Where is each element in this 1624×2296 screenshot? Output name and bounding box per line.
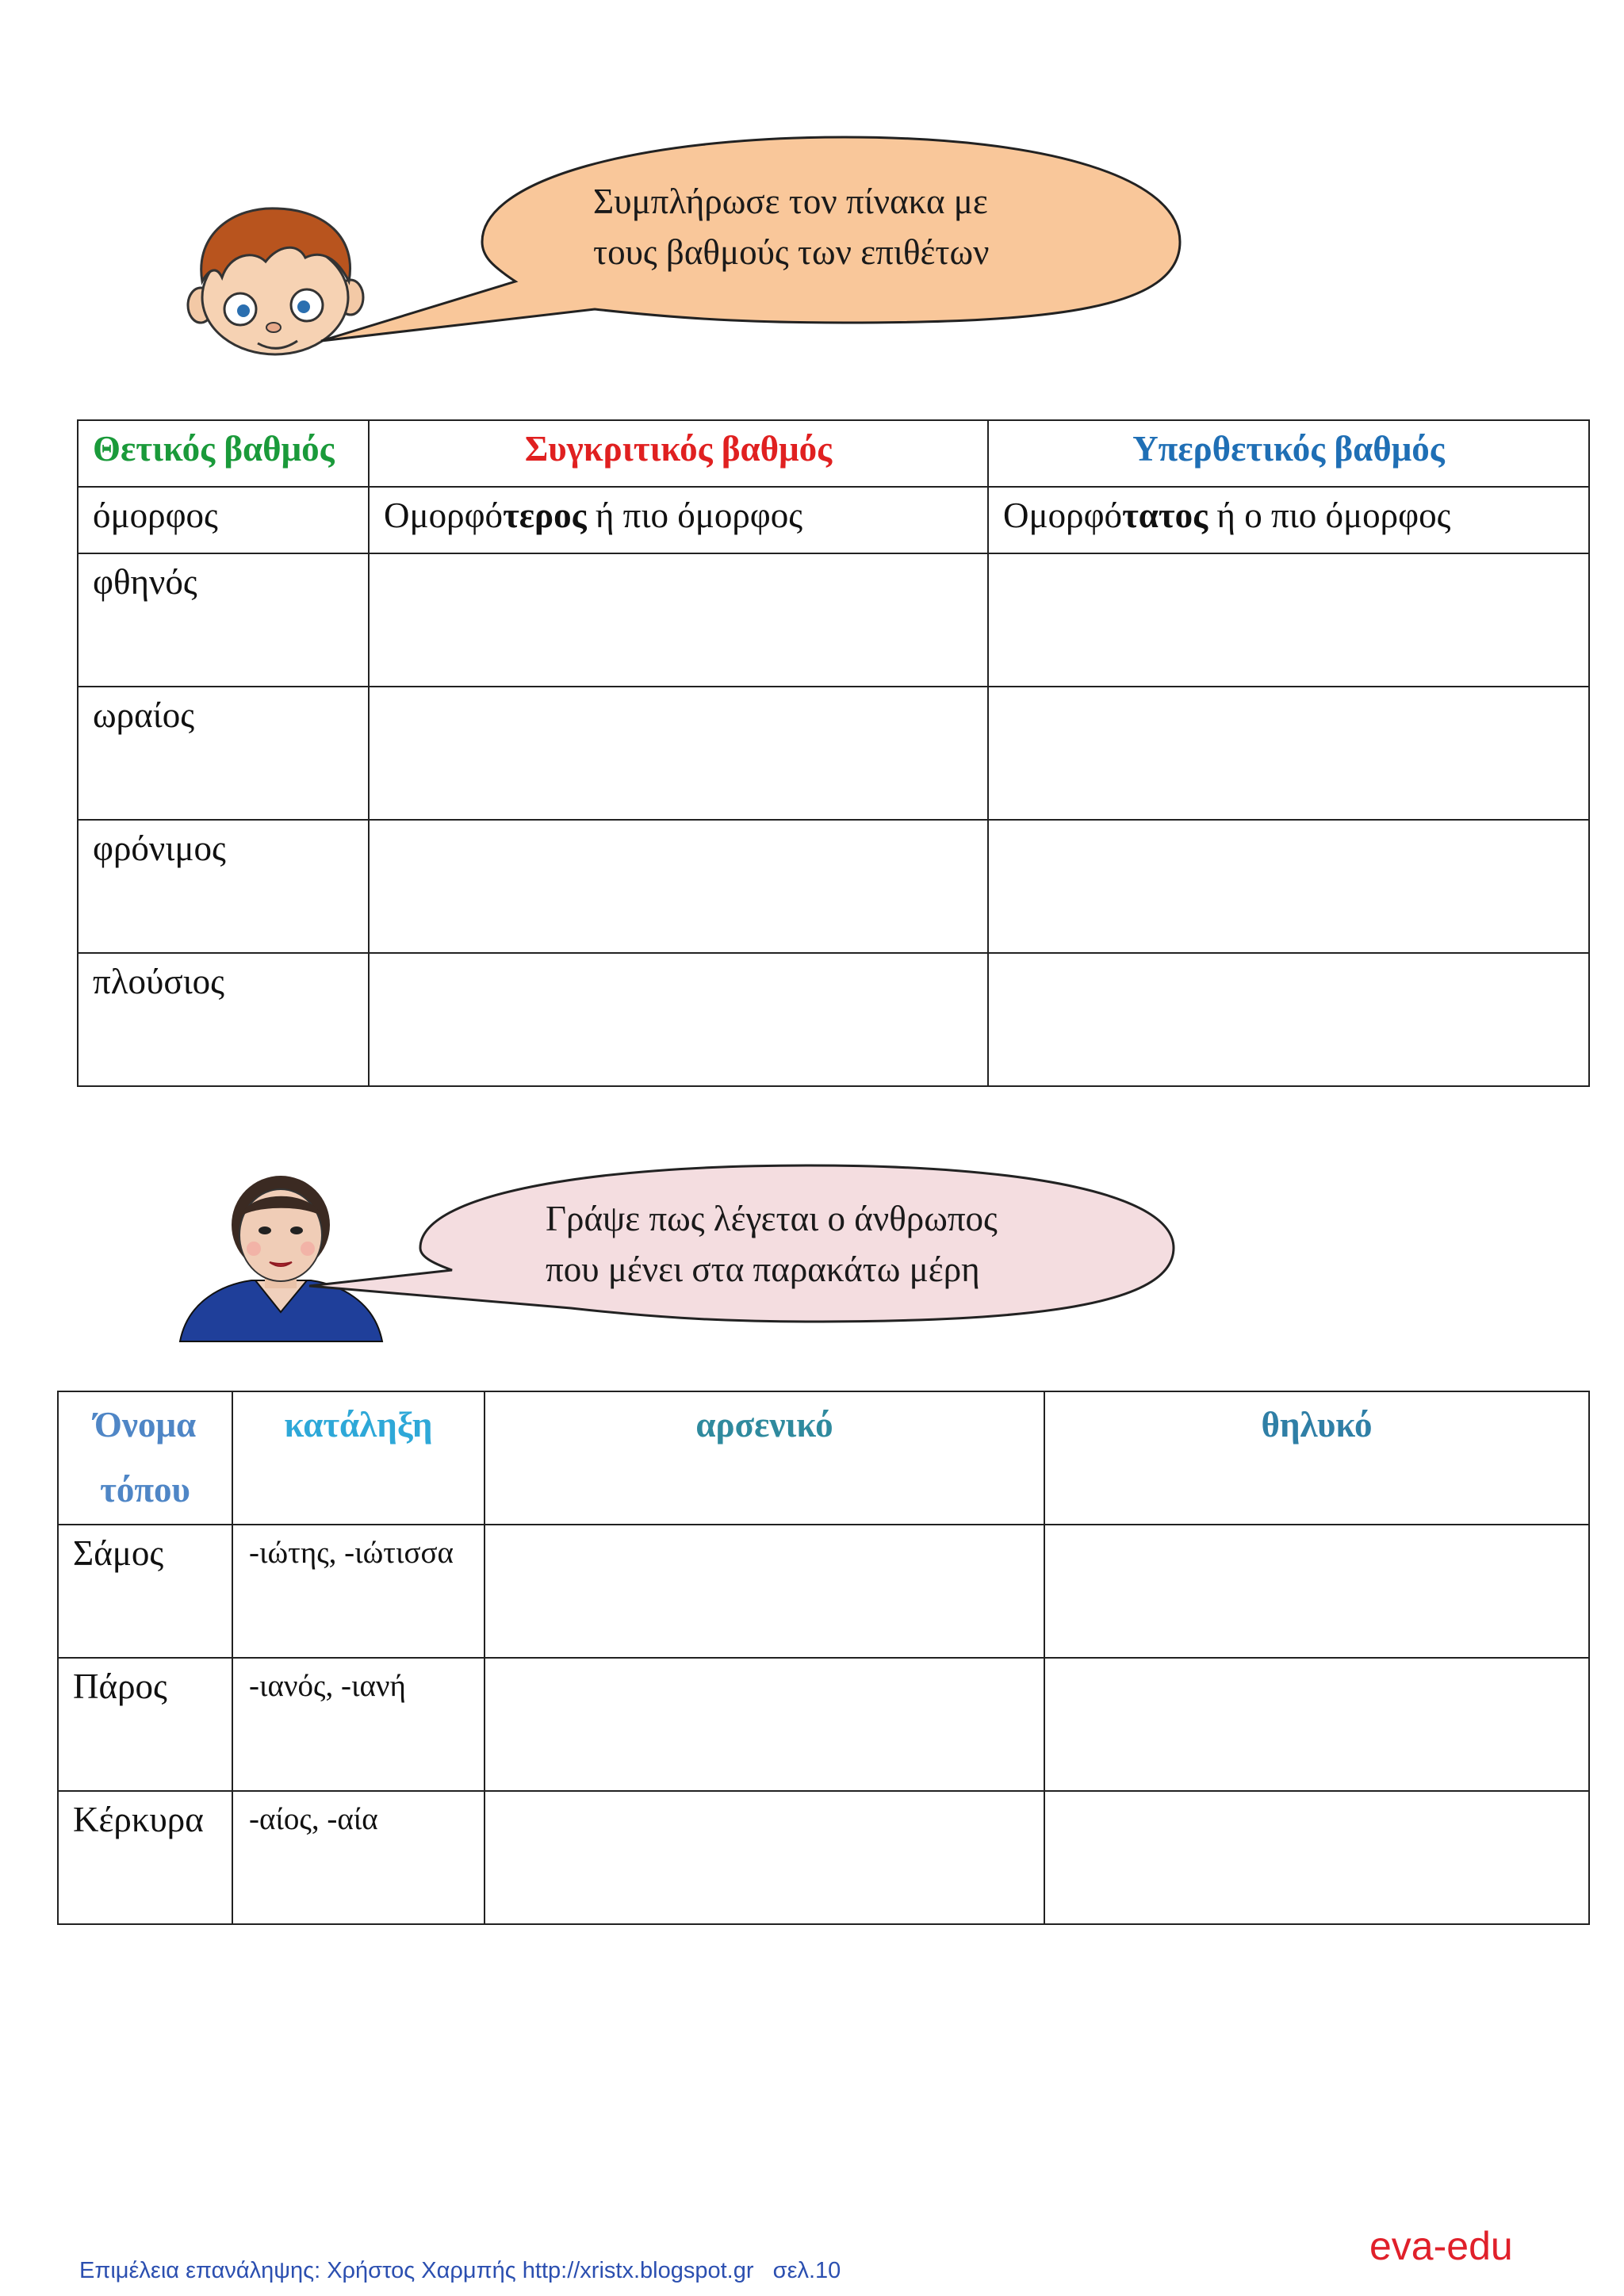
bubble-1-line-1: Συμπλήρωσε τον πίνακα με <box>593 182 988 221</box>
superlative-answer-cell[interactable] <box>988 820 1589 953</box>
adjective-cell: φρόνιμος <box>78 820 369 953</box>
place-cell: Πάρος <box>58 1658 232 1791</box>
suffix-cell: -αίος, -αία <box>232 1791 485 1924</box>
header-feminine: θηλυκό <box>1044 1391 1589 1525</box>
comparative-answer-cell[interactable] <box>369 687 988 820</box>
table-header-row <box>58 1391 1589 1525</box>
table-row <box>78 687 1589 820</box>
table-row <box>78 953 1589 1086</box>
bubble-1-text <box>593 176 989 277</box>
place-cell: Κέρκυρα <box>58 1791 232 1924</box>
table-row <box>78 553 1589 687</box>
table-row <box>58 1525 1589 1658</box>
bubble-2-line-2: που μένει στα παρακάτω μέρη <box>546 1249 980 1289</box>
suffix-cell: -ιανός, -ιανή <box>232 1658 485 1791</box>
masculine-answer-cell[interactable] <box>485 1658 1044 1791</box>
masculine-answer-cell[interactable] <box>485 1791 1044 1924</box>
brand-label: eva-edu <box>1369 2224 1513 2268</box>
places-residents-table <box>57 1391 1590 1925</box>
feminine-answer-cell[interactable] <box>1044 1791 1589 1924</box>
comparative-answer-cell[interactable] <box>369 953 988 1086</box>
comparative-answer-cell[interactable] <box>369 553 988 687</box>
comparative-answer-cell[interactable] <box>369 820 988 953</box>
table-row <box>78 820 1589 953</box>
header-comparative-degree: Συγκριτικός βαθμός <box>369 420 988 487</box>
header-superlative-degree: Υπερθετικός βαθμός <box>988 420 1589 487</box>
adjective-cell: ωραίος <box>78 687 369 820</box>
superlative-answer-cell[interactable] <box>988 553 1589 687</box>
feminine-answer-cell[interactable] <box>1044 1658 1589 1791</box>
bubble-2-line-1: Γράψε πως λέγεται ο άνθρωπος <box>546 1199 998 1238</box>
superlative-answer-cell[interactable] <box>988 687 1589 820</box>
header-masculine: αρσενικό <box>485 1391 1044 1525</box>
example-row <box>78 487 1589 553</box>
adjective-cell: πλούσιος <box>78 953 369 1086</box>
example-superlative: Ομορφότατος ή ο πιο όμορφος <box>988 487 1589 553</box>
masculine-answer-cell[interactable] <box>485 1525 1044 1658</box>
table-row <box>58 1658 1589 1791</box>
adjectives-degrees-table <box>77 419 1590 1087</box>
header-ending: κατάληξη <box>232 1391 485 1525</box>
adjective-cell: φθηνός <box>78 553 369 687</box>
superlative-answer-cell[interactable] <box>988 953 1589 1086</box>
feminine-answer-cell[interactable] <box>1044 1525 1589 1658</box>
suffix-cell: -ιώτης, -ιώτισσα <box>232 1525 485 1658</box>
bubble-1-line-2: τους βαθμούς των επιθέτων <box>593 232 990 272</box>
header-place-name: Όνομα τόπου <box>58 1391 232 1525</box>
bubble-2-text <box>546 1193 998 1295</box>
example-comparative: Ομορφότερος ή πιο όμορφος <box>369 487 988 553</box>
table-row <box>58 1791 1589 1924</box>
header-positive-degree: Θετικός βαθμός <box>78 420 369 487</box>
place-cell: Σάμος <box>58 1525 232 1658</box>
table-header-row <box>78 420 1589 487</box>
footer-credits: Επιμέλεια επανάληψης: Χρήστος Χαρμπής http://xristx.blogspot.gr σελ.10 <box>79 2258 841 2283</box>
example-positive: όμορφος <box>78 487 369 553</box>
